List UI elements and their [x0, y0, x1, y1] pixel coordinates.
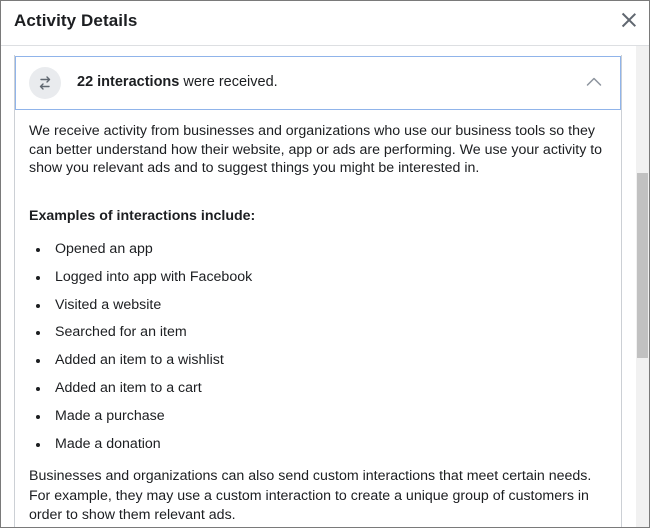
list-item: Made a donation	[29, 436, 252, 464]
summary-text	[77, 74, 278, 90]
intro-paragraph: We receive activity from businesses and organizations who use our business tools so they can better understand how their website, app or ads are performing. We use your activity to show you relevant ads and to suggest things you might be interested in.	[29, 123, 603, 176]
interaction-count: 22 interactions	[77, 74, 180, 90]
swap-arrows-icon	[29, 67, 61, 99]
list-item: Added an item to a cart	[29, 380, 252, 408]
examples-list	[29, 241, 252, 463]
list-item: Visited a website	[29, 297, 252, 325]
scrollbar-thumb[interactable]	[637, 173, 648, 358]
list-item: Made a purchase	[29, 408, 252, 436]
list-item: Added an item to a wishlist	[29, 352, 252, 380]
dialog-title: Activity Details	[14, 11, 138, 30]
vertical-scrollbar[interactable]	[636, 46, 649, 527]
summary-suffix: were received.	[179, 74, 278, 90]
custom-interactions-paragraph: Businesses and organizations can also send custom interactions that meet certain needs. For example, they may use a custom interaction to create a unique group of customers in order to show them relevant ads.	[29, 468, 592, 523]
dialog-header	[1, 1, 649, 46]
close-icon[interactable]	[619, 10, 639, 30]
list-item: Logged into app with Facebook	[29, 269, 252, 297]
list-item: Opened an app	[29, 241, 252, 269]
interactions-summary-toggle[interactable]	[15, 56, 621, 110]
dialog-content	[1, 46, 636, 527]
list-item: Searched for an item	[29, 324, 252, 352]
chevron-up-icon[interactable]	[586, 74, 602, 90]
examples-heading: Examples of interactions include:	[29, 208, 256, 224]
